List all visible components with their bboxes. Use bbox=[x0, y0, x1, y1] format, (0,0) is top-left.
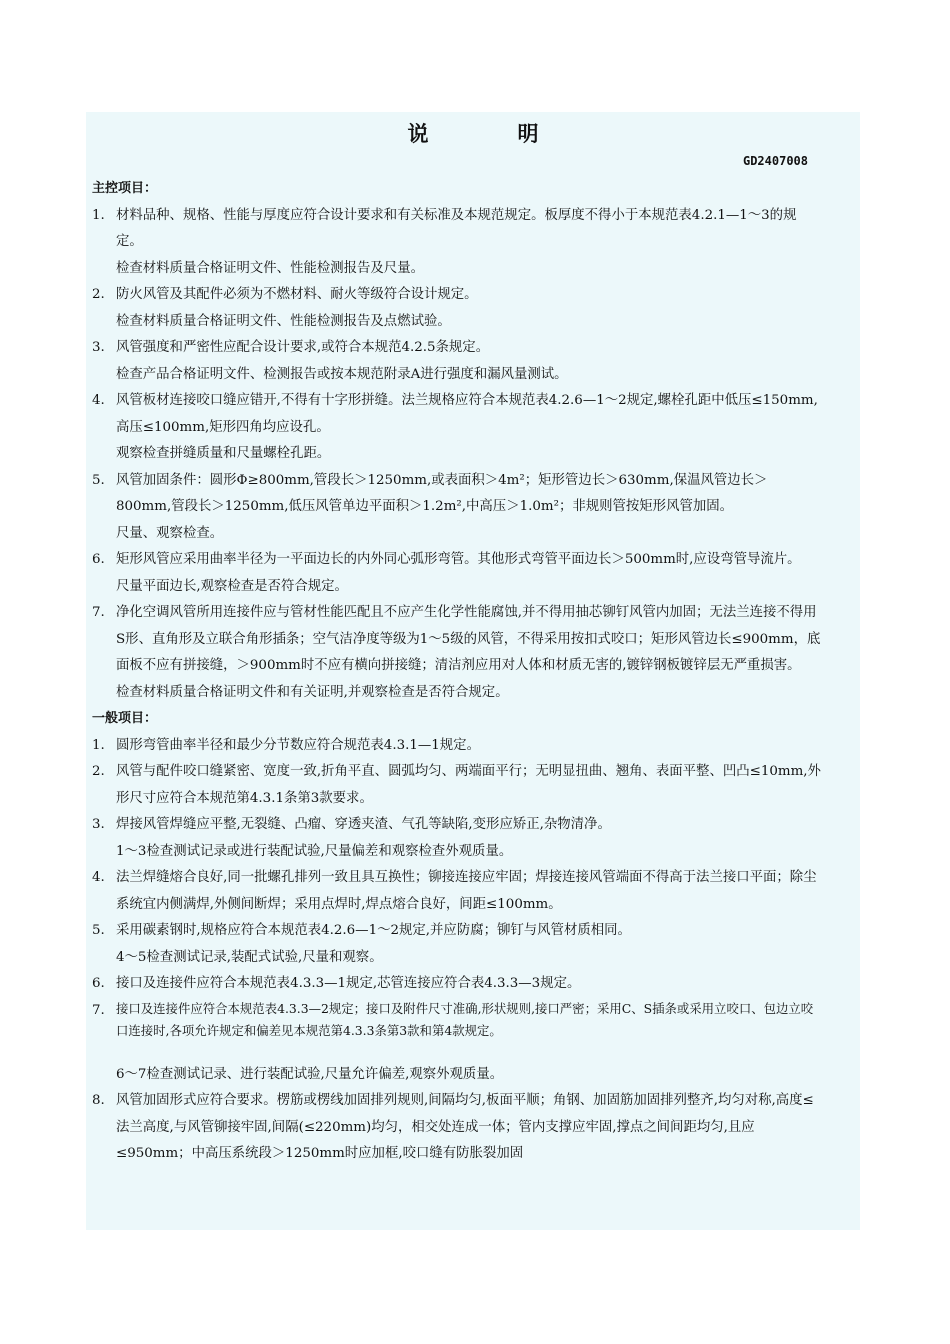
general-item-3: 3. 焊接风管焊缝应平整,无裂缝、凸瘤、穿透夹渣、气孔等缺陷,变形应矫正,杂物清净。 1～3检查测试记录或进行装配试验,尺量偏差和观察检查外观质量。 bbox=[92, 812, 822, 865]
item-text: 采用碳素钢时,规格应符合本规范表4.2.6—1～2规定,并应防腐；铆钉与风管材质相同。 bbox=[116, 923, 631, 938]
document-body bbox=[92, 176, 822, 1168]
item-method: 检查材料质量合格证明文件、性能检测报告及点燃试验。 bbox=[116, 313, 451, 329]
general-item-1: 1. 圆形弯管曲率半径和最少分节数应符合规范表4.3.1—1规定。 bbox=[92, 733, 822, 760]
item-text: 接口及连接件应符合本规范表4.3.3—1规定,芯管连接应符合表4.3.3—3规定。 bbox=[116, 976, 581, 991]
item-text: 材料品种、规格、性能与厚度应符合设计要求和有关标准及本规范规定。板厚度不得小于本规范表4.2.1—1～3的规定。 bbox=[116, 207, 797, 249]
item-method: 检查材料质量合格证明文件和有关证明,并观察检查是否符合规定。 bbox=[116, 684, 509, 700]
main-item-3: 3. 风管强度和严密性应配合设计要求,或符合本规范4.2.5条规定。 检查产品合格证明文件、检测报告或按本规范附录A进行强度和漏风量测试。 bbox=[92, 335, 822, 388]
item-method: 尺量平面边长,观察检查是否符合规定。 bbox=[116, 578, 348, 594]
general-item-7: 7. 接口及连接件应符合本规范表4.3.3—2规定；接口及附件尺寸准确,形状规则,接口严密；采用C、S插条或采用立咬口、包边立咬口连接时,各项允许规定和偏差见本规范第4.3.3条第3款和第4款规定。 6～7检查测试记录、进行装配试验,尺量允许偏差,观察外观质量。 bbox=[92, 998, 822, 1089]
general-item-6: 6. 接口及连接件应符合本规范表4.3.3—1规定,芯管连接应符合表4.3.3—3规定。 bbox=[92, 971, 822, 998]
general-item-5: 5. 采用碳素钢时,规格应符合本规范表4.2.6—1～2规定,并应防腐；铆钉与风管材质相同。 4～5检查测试记录,装配式试验,尺量和观察。 bbox=[92, 918, 822, 971]
item-method: 6～7检查测试记录、进行装配试验,尺量允许偏差,观察外观质量。 bbox=[116, 1066, 504, 1082]
item-text: 矩形风管应采用曲率半径为一平面边长的内外同心弧形弯管。其他形式弯管平面边长＞500mm时,应设弯管导流片。 bbox=[116, 552, 801, 567]
general-section-heading: 一般项目： bbox=[92, 711, 158, 726]
item-method: 尺量、观察检查。 bbox=[116, 525, 224, 541]
main-item-4: 4. 风管板材连接咬口缝应错开,不得有十字形拼缝。法兰规格应符合本规范表4.2.6—1～2规定,螺栓孔距中低压≤150mm,高压≤100mm,矩形四角均应设孔。 观察检查拼缝质量和尺量螺栓孔距。 bbox=[92, 388, 822, 468]
general-item-4: 4. 法兰焊缝熔合良好,同一批螺孔排列一致且具互换性；铆接连接应牢固；焊接连接风管端面不得高于法兰接口平面；除尘系统宜内侧满焊,外侧间断焊；采用点焊时,焊点熔合良好，间距≤100mm。 bbox=[92, 865, 822, 918]
main-item-5: 5. 风管加固条件：圆形Φ≥800mm,管段长＞1250mm,或表面积＞4m²；矩形管边长＞630mm,保温风管边长＞800mm,管段长＞1250mm,低压风管单边平面积＞1.2m²,中高压＞1.0m²；非规则管按矩形风管加固。 尺量、观察检查。 bbox=[92, 468, 822, 548]
page-title: 说 明 bbox=[407, 122, 573, 146]
item-text: 风管强度和严密性应配合设计要求,或符合本规范4.2.5条规定。 bbox=[116, 340, 490, 355]
item-text: 防火风管及其配件必须为不燃材料、耐火等级符合设计规定。 bbox=[116, 287, 478, 302]
item-method: 4～5检查测试记录,装配式试验,尺量和观察。 bbox=[116, 949, 383, 965]
item-text: 风管板材连接咬口缝应错开,不得有十字形拼缝。法兰规格应符合本规范表4.2.6—1～2规定,螺栓孔距中低压≤150mm,高压≤100mm,矩形四角均应设孔。 bbox=[116, 393, 818, 435]
item-text: 接口及连接件应符合本规范表4.3.3—2规定；接口及附件尺寸准确,形状规则,接口严密；采用C、S插条或采用立咬口、包边立咬口连接时,各项允许规定和偏差见本规范第4.3.3条第3款和第4款规定。 bbox=[116, 1000, 814, 1038]
document-number: GD2407008 bbox=[742, 154, 808, 168]
item-text: 风管加固形式应符合要求。楞筋或楞线加固排列规则,间隔均匀,板面平顺；角钢、加固筋加固排列整齐,均匀对称,高度≤法兰高度,与风管铆接牢固,间隔(≤220mm)均匀，相交处连成一体；管内支撑应牢固,撑点之间间距均匀,且应≤950mm；中高压系统段＞1250mm时应加框,咬口缝有防胀裂加固 bbox=[116, 1093, 814, 1161]
general-item-8: 8. 风管加固形式应符合要求。楞筋或楞线加固排列规则,间隔均匀,板面平顺；角钢、加固筋加固排列整齐,均匀对称,高度≤法兰高度,与风管铆接牢固,间隔(≤220mm)均匀，相交处连成一体；管内支撑应牢固,撑点之间间距均匀,且应≤950mm；中高压系统段＞1250mm时应加框,咬口缝有防胀裂加固 bbox=[92, 1088, 822, 1168]
item-text: 净化空调风管所用连接件应与管材性能匹配且不应产生化学性能腐蚀,并不得用抽芯铆钉风管内加固；无法兰连接不得用S形、直角形及立联合角形插条；空气洁净度等级为1～5级的风管，不得采用按扣式咬口；矩形风管边长≤900mm，底面板不应有拼接缝，＞900mm时不应有横向拼接缝；清洁剂应用对人体和材质无害的,镀锌钢板镀锌层无严重损害。 bbox=[116, 605, 821, 673]
main-item-6: 6. 矩形风管应采用曲率半径为一平面边长的内外同心弧形弯管。其他形式弯管平面边长＞500mm时,应设弯管导流片。 尺量平面边长,观察检查是否符合规定。 bbox=[92, 547, 822, 600]
main-item-1: 1. 材料品种、规格、性能与厚度应符合设计要求和有关标准及本规范规定。板厚度不得小于本规范表4.2.1—1～3的规定。 检查材料质量合格证明文件、性能检测报告及尺量。 bbox=[92, 203, 822, 283]
main-item-2: 2. 防火风管及其配件必须为不燃材料、耐火等级符合设计规定。 检查材料质量合格证明文件、性能检测报告及点燃试验。 bbox=[92, 282, 822, 335]
item-method: 1～3检查测试记录或进行装配试验,尺量偏差和观察检查外观质量。 bbox=[116, 843, 513, 859]
main-item-7: 7. 净化空调风管所用连接件应与管材性能匹配且不应产生化学性能腐蚀,并不得用抽芯铆钉风管内加固；无法兰连接不得用S形、直角形及立联合角形插条；空气洁净度等级为1～5级的风管，不得采用按扣式咬口；矩形风管边长≤900mm，底面板不应有拼接缝，＞900mm时不应有横向拼接缝；清洁剂应用对人体和材质无害的,镀锌钢板镀锌层无严重损害。 检查材料质量合格证明文件和有关证明,并观察检查是否符合规定。 bbox=[92, 600, 822, 706]
item-text: 风管加固条件：圆形Φ≥800mm,管段长＞1250mm,或表面积＞4m²；矩形管边长＞630mm,保温风管边长＞800mm,管段长＞1250mm,低压风管单边平面积＞1.2m²,中高压＞1.0m²；非规则管按矩形风管加固。 bbox=[116, 472, 768, 514]
item-method: 检查材料质量合格证明文件、性能检测报告及尺量。 bbox=[116, 260, 424, 276]
item-text: 风管与配件咬口缝紧密、宽度一致,折角平直、圆弧均匀、两端面平行；无明显扭曲、翘角、表面平整、凹凸≤10mm,外形尺寸应符合本规范第4.3.1条第3款要求。 bbox=[116, 764, 821, 806]
item-text: 焊接风管焊缝应平整,无裂缝、凸瘤、穿透夹渣、气孔等缺陷,变形应矫正,杂物清净。 bbox=[116, 817, 611, 832]
main-section-heading: 主控项目： bbox=[92, 181, 158, 196]
document-sheet bbox=[86, 112, 860, 1230]
item-method: 观察检查拼缝质量和尺量螺栓孔距。 bbox=[116, 446, 331, 461]
item-text: 圆形弯管曲率半径和最少分节数应符合规范表4.3.1—1规定。 bbox=[116, 737, 480, 753]
item-text: 法兰焊缝熔合良好,同一批螺孔排列一致且具互换性；铆接连接应牢固；焊接连接风管端面不得高于法兰接口平面；除尘系统宜内侧满焊,外侧间断焊；采用点焊时,焊点熔合良好，间距≤100mm。 bbox=[116, 870, 817, 912]
general-item-2: 2. 风管与配件咬口缝紧密、宽度一致,折角平直、圆弧均匀、两端面平行；无明显扭曲、翘角、表面平整、凹凸≤10mm,外形尺寸应符合本规范第4.3.1条第3款要求。 bbox=[92, 759, 822, 812]
item-method: 检查产品合格证明文件、检测报告或按本规范附录A进行强度和漏风量测试。 bbox=[116, 366, 568, 382]
